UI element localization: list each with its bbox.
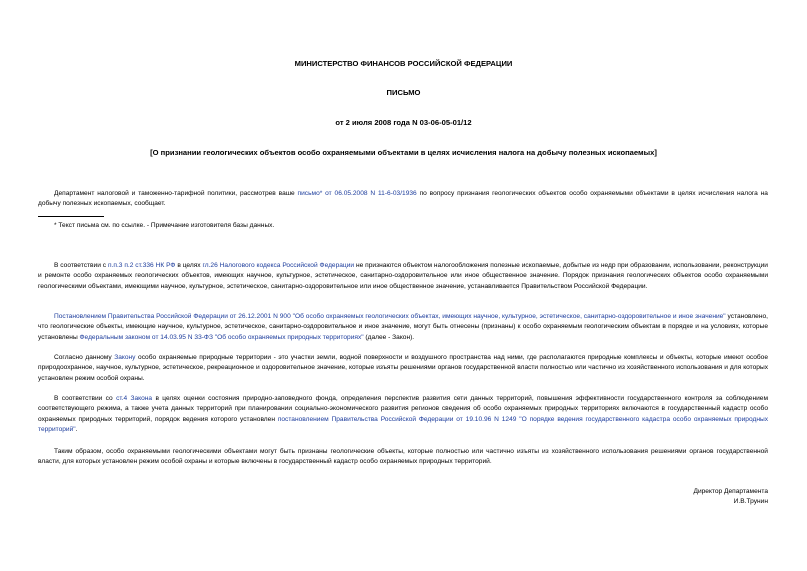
resolution-900-link[interactable]: Постановлением Правительства Российской Федерации от 26.12.2001 N 900 "Об особо охраняемых геологических объектах, имеющих научное, культурное, эстетическое, санитарно-оздоровительное и иное значение"	[54, 313, 726, 320]
text: В соответствии со	[54, 395, 117, 402]
text: по вопросу признания геологических объектов особо охраняемыми объектами в целях исчисления налога на добычу полезных ископаемых, сообщает.	[38, 190, 768, 208]
text: Департамент налоговой и таможенно-тарифной политики, рассмотрев ваше	[54, 190, 298, 197]
text: Согласно данному	[54, 354, 115, 361]
paragraph-conclusion: Таким образом, особо охраняемыми геологическими объектами могут быть признаны геологические объекты, которые полностью или частично изъяты из хозяйственного использования решениями органов государственной власти, для которых установлен режим особой охраны и которые включены в государственный кадастр особо охраняемых природных территорий.	[38, 448, 768, 466]
subject-heading: [О признании геологических объектов особо охраняемыми объектами в целях исчисления налога на добычу полезных ископаемых]	[150, 148, 657, 157]
text: (далее - Закон).	[363, 333, 415, 341]
doc-type-heading: ПИСЬМО	[386, 88, 421, 97]
paragraph-tax-code	[38, 261, 768, 292]
footnote-divider	[38, 216, 104, 217]
ministry-heading: МИНИСТЕРСТВО ФИНАНСОВ РОССИЙСКОЙ ФЕДЕРАЦИИ	[294, 59, 513, 68]
federal-law-link[interactable]: Федеральным законом от 14.03.95 N 33-ФЗ "Об особо охраняемых природных территориях"	[79, 333, 364, 341]
signature-position: Директор Департамента	[693, 488, 768, 495]
text: установлено, что геологические объекты, имеющие научное, культурное, эстетическое, санитарно-оздоровительное и иное значение, могут быть отнесены (признаны) к особо охраняемым геологическим объектам в порядке и на условиях, которые установлены	[38, 313, 768, 341]
resolution-1249-link[interactable]: постановлением Правительства Российской Федерации от 19.10.96 N 1249 "О порядке ведения государственного кадастра особо охраняемых природных территорий"	[38, 415, 768, 434]
text: не признаются объектом налогообложения полезные ископаемые, добытые из недр при образовании, использовании, реконструкции и ремонте особо охраняемых геологических объектов, имеющих научное, культурное, эстетическое, санитарно-оздоровительное или иное общественное значение. Порядок признания геологических объектов особо охраняемыми геологическими объектами, имеющими научное, культурное, эстетическое, санитарно-оздоровительное или иное общественное значение, устанавливается Правительством Российской Федерации.	[38, 262, 768, 290]
text: в целях	[175, 262, 203, 269]
law-article-link[interactable]: ст.4 Закона	[116, 395, 153, 402]
tax-code-article-link[interactable]: п.п.3 п.2 ст.336 НК РФ	[107, 262, 176, 269]
tax-code-chapter-link[interactable]: гл.26 Налогового кодекса Российской Федерации	[202, 262, 355, 269]
paragraph-intro	[38, 189, 768, 210]
text: в целях оценки состояния природно-заповедного фонда, определения перспектив развития сети данных территорий, повышения эффективности государственного контроля за соблюдением соответствующего режима, а также учета данных территорий при планировании социально-экономического развития регионов сведения об особо охраняемых природных территориях включаются в государственный кадастр особо охраняемых природных территорий, порядок ведения которого установлен	[38, 395, 768, 423]
letter-link[interactable]: письмо* от 06.05.2008 N 11-6-03/1936	[297, 190, 417, 197]
signature-name: И.В.Трунин	[733, 498, 768, 505]
date-number-heading: от 2 июля 2008 года N 03-06-05-01/12	[335, 118, 472, 127]
paragraph-resolution	[38, 312, 768, 343]
text: .	[75, 426, 78, 434]
text: В соответствии с	[54, 262, 108, 269]
paragraph-definition	[38, 353, 768, 384]
text: особо охраняемые природные территории - это участки земли, водной поверхности и воздушного пространства над ними, где располагаются природные комплексы и объекты, которые имеют особое природоохранное, научное, культурное, эстетическое, рекреационное и оздоровительное значение, которые изъяты решениями органов государственной власти полностью или частично из хозяйственного использования и для которых установлен режим особой охраны.	[38, 354, 769, 382]
paragraph-cadastre	[38, 394, 768, 436]
law-link[interactable]: Закону	[114, 354, 136, 361]
footnote: * Текст письма см. по ссылке. - Примечание изготовителя базы данных.	[54, 222, 275, 229]
